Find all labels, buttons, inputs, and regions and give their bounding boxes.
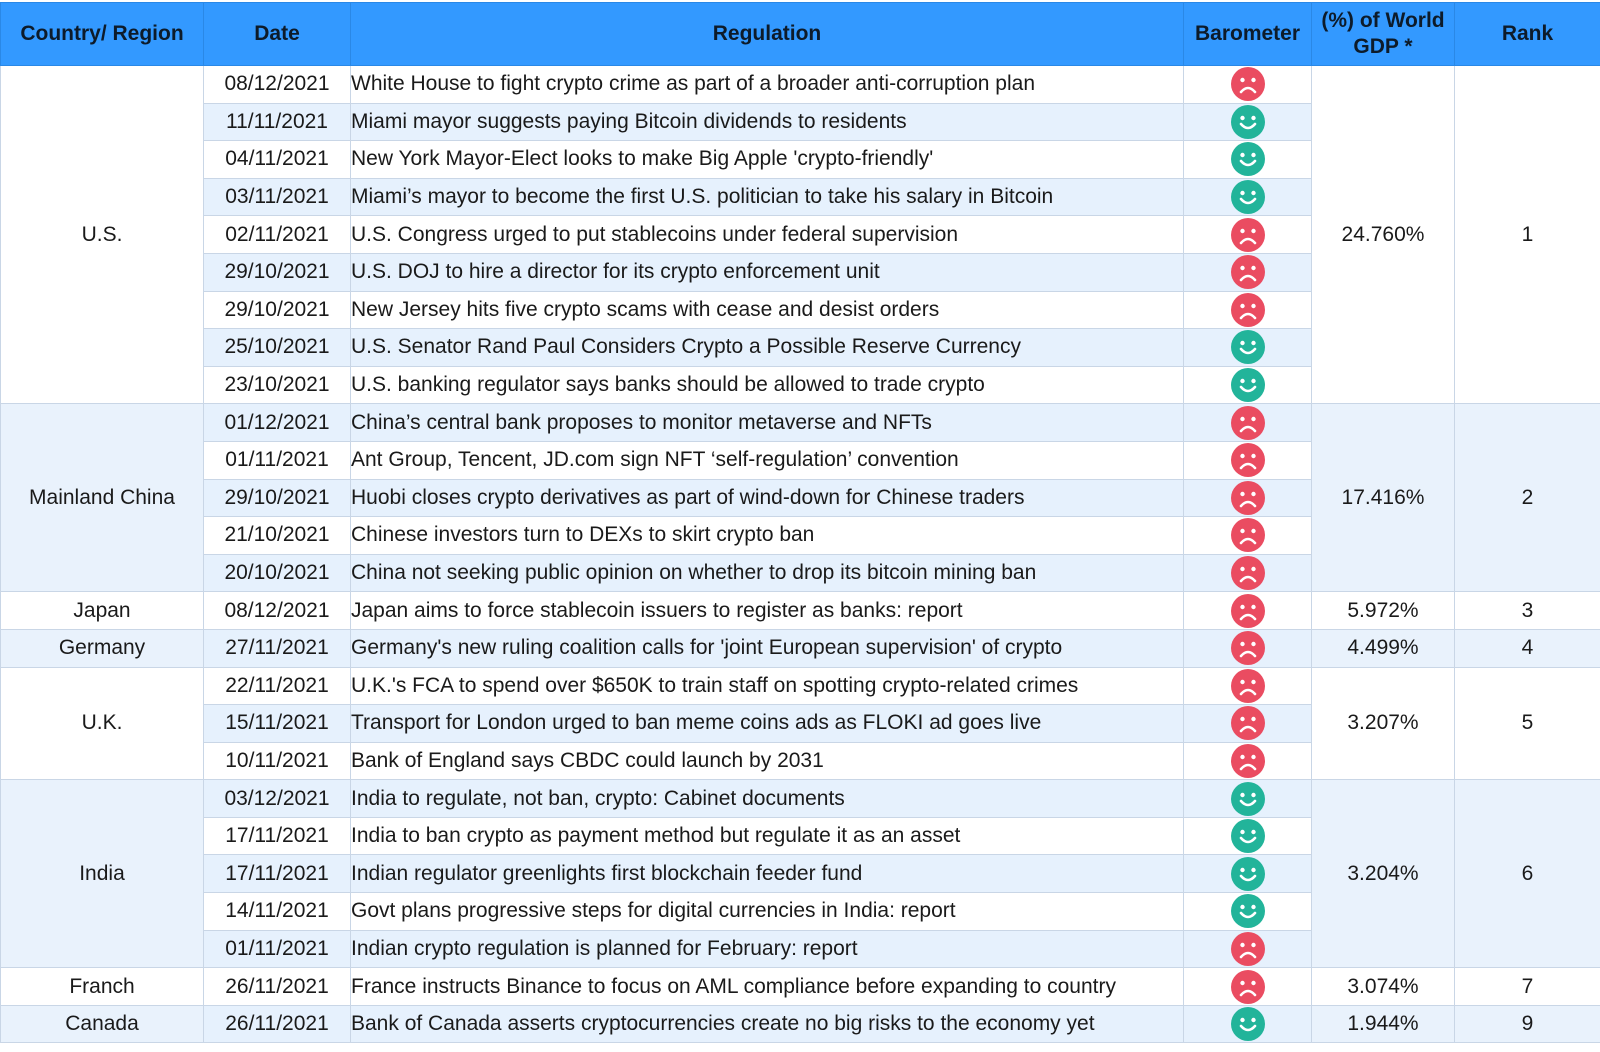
regulation-cell: Huobi closes crypto derivatives as part of wind-down for Chinese traders <box>351 479 1184 517</box>
smiley-face-icon <box>1231 819 1265 853</box>
country-cell: Germany <box>1 629 204 667</box>
regulation-cell: U.S. Senator Rand Paul Considers Crypto a Possible Reserve Currency <box>351 329 1184 367</box>
date-cell: 27/11/2021 <box>204 629 351 667</box>
frowning-face-icon <box>1231 255 1265 289</box>
barometer-cell <box>1184 968 1312 1006</box>
regulation-cell: Indian crypto regulation is planned for February: report <box>351 930 1184 968</box>
country-group <box>1 592 1600 630</box>
regulation-cell: U.S. banking regulator says banks should be allowed to trade crypto <box>351 366 1184 404</box>
barometer-cell <box>1184 66 1312 104</box>
regulation-cell: India to regulate, not ban, crypto: Cabinet documents <box>351 780 1184 818</box>
country-group <box>1 780 1600 968</box>
frowning-face-icon <box>1231 744 1265 778</box>
smiley-face-icon <box>1231 330 1265 364</box>
date-cell: 22/11/2021 <box>204 667 351 705</box>
frowning-face-icon <box>1231 218 1265 252</box>
gdp-cell: 3.207% <box>1312 667 1455 780</box>
frowning-face-icon <box>1231 406 1265 440</box>
regulation-cell: U.K.'s FCA to spend over $650K to train staff on spotting crypto-related crimes <box>351 667 1184 705</box>
date-cell: 17/11/2021 <box>204 817 351 855</box>
barometer-cell <box>1184 629 1312 667</box>
header-gdp-line1: (%) of World <box>1321 9 1444 32</box>
header-regulation: Regulation <box>351 3 1184 66</box>
barometer-cell <box>1184 1005 1312 1043</box>
date-cell: 14/11/2021 <box>204 893 351 931</box>
frowning-face-icon <box>1231 518 1265 552</box>
barometer-cell <box>1184 253 1312 291</box>
barometer-cell <box>1184 667 1312 705</box>
date-cell: 15/11/2021 <box>204 705 351 743</box>
rank-cell: 9 <box>1455 1005 1600 1043</box>
country-cell: Franch <box>1 968 204 1006</box>
frowning-face-icon <box>1231 631 1265 665</box>
table-row <box>1 968 1600 1006</box>
date-cell: 10/11/2021 <box>204 742 351 780</box>
frowning-face-icon <box>1231 669 1265 703</box>
header-country: Country/ Region <box>1 3 204 66</box>
frowning-face-icon <box>1231 481 1265 515</box>
frowning-face-icon <box>1231 970 1265 1004</box>
regulation-cell: Japan aims to force stablecoin issuers to register as banks: report <box>351 592 1184 630</box>
date-cell: 08/12/2021 <box>204 66 351 104</box>
barometer-cell <box>1184 780 1312 818</box>
country-group <box>1 1005 1600 1043</box>
frowning-face-icon <box>1231 293 1265 327</box>
regulation-cell: New York Mayor-Elect looks to make Big Apple 'crypto-friendly' <box>351 141 1184 179</box>
country-cell: India <box>1 780 204 968</box>
table-row <box>1 592 1600 630</box>
rank-cell: 7 <box>1455 968 1600 1006</box>
table-row <box>1 66 1600 104</box>
date-cell: 11/11/2021 <box>204 103 351 141</box>
regulation-cell: Indian regulator greenlights first blockchain feeder fund <box>351 855 1184 893</box>
country-group <box>1 629 1600 667</box>
regulation-cell: White House to fight crypto crime as part of a broader anti-corruption plan <box>351 66 1184 104</box>
date-cell: 26/11/2021 <box>204 1005 351 1043</box>
frowning-face-icon <box>1231 706 1265 740</box>
regulation-cell: China not seeking public opinion on whether to drop its bitcoin mining ban <box>351 554 1184 592</box>
gdp-cell: 24.760% <box>1312 66 1455 404</box>
barometer-cell <box>1184 817 1312 855</box>
frowning-face-icon <box>1231 67 1265 101</box>
regulation-cell: U.S. DOJ to hire a director for its crypto enforcement unit <box>351 253 1184 291</box>
frowning-face-icon <box>1231 443 1265 477</box>
date-cell: 03/11/2021 <box>204 178 351 216</box>
barometer-cell <box>1184 554 1312 592</box>
smiley-face-icon <box>1231 894 1265 928</box>
barometer-cell <box>1184 366 1312 404</box>
gdp-cell: 3.074% <box>1312 968 1455 1006</box>
rank-cell: 3 <box>1455 592 1600 630</box>
rank-cell: 4 <box>1455 629 1600 667</box>
date-cell: 01/11/2021 <box>204 930 351 968</box>
frowning-face-icon <box>1231 594 1265 628</box>
date-cell: 23/10/2021 <box>204 366 351 404</box>
regulation-cell: Transport for London urged to ban meme coins ads as FLOKI ad goes live <box>351 705 1184 743</box>
barometer-cell <box>1184 329 1312 367</box>
date-cell: 04/11/2021 <box>204 141 351 179</box>
regulation-cell: Miami mayor suggests paying Bitcoin dividends to residents <box>351 103 1184 141</box>
rank-cell: 5 <box>1455 667 1600 780</box>
regulation-cell: Bank of England says CBDC could launch by 2031 <box>351 742 1184 780</box>
rank-cell: 1 <box>1455 66 1600 404</box>
regulation-cell: Germany's new ruling coalition calls for 'joint European supervision' of crypto <box>351 629 1184 667</box>
country-cell: U.S. <box>1 66 204 404</box>
barometer-cell <box>1184 893 1312 931</box>
date-cell: 29/10/2021 <box>204 479 351 517</box>
barometer-cell <box>1184 441 1312 479</box>
barometer-cell <box>1184 742 1312 780</box>
regulation-cell: India to ban crypto as payment method but regulate it as an asset <box>351 817 1184 855</box>
date-cell: 08/12/2021 <box>204 592 351 630</box>
barometer-cell <box>1184 705 1312 743</box>
rank-cell: 2 <box>1455 404 1600 592</box>
smiley-face-icon <box>1231 1007 1265 1041</box>
table-row <box>1 404 1600 442</box>
barometer-cell <box>1184 291 1312 329</box>
country-group <box>1 66 1600 404</box>
date-cell: 01/12/2021 <box>204 404 351 442</box>
barometer-cell <box>1184 216 1312 254</box>
table-row <box>1 667 1600 705</box>
country-cell: Mainland China <box>1 404 204 592</box>
country-cell: Japan <box>1 592 204 630</box>
barometer-cell <box>1184 141 1312 179</box>
regulation-cell: U.S. Congress urged to put stablecoins under federal supervision <box>351 216 1184 254</box>
smiley-face-icon <box>1231 857 1265 891</box>
rank-cell: 6 <box>1455 780 1600 968</box>
barometer-cell <box>1184 103 1312 141</box>
smiley-face-icon <box>1231 142 1265 176</box>
regulation-cell: Bank of Canada asserts cryptocurrencies create no big risks to the economy yet <box>351 1005 1184 1043</box>
gdp-cell: 5.972% <box>1312 592 1455 630</box>
barometer-cell <box>1184 178 1312 216</box>
regulation-cell: Chinese investors turn to DEXs to skirt crypto ban <box>351 517 1184 555</box>
smiley-face-icon <box>1231 180 1265 214</box>
barometer-cell <box>1184 592 1312 630</box>
header-gdp <box>1312 3 1455 66</box>
regulation-cell: France instructs Binance to focus on AML compliance before expanding to country <box>351 968 1184 1006</box>
date-cell: 01/11/2021 <box>204 441 351 479</box>
regulation-cell: Miami’s mayor to become the first U.S. politician to take his salary in Bitcoin <box>351 178 1184 216</box>
gdp-cell: 17.416% <box>1312 404 1455 592</box>
gdp-cell: 1.944% <box>1312 1005 1455 1043</box>
gdp-cell: 4.499% <box>1312 629 1455 667</box>
header-gdp-line2: GDP * <box>1353 35 1412 58</box>
date-cell: 26/11/2021 <box>204 968 351 1006</box>
regulation-cell: Ant Group, Tencent, JD.com sign NFT ‘self-regulation’ convention <box>351 441 1184 479</box>
table-row <box>1 629 1600 667</box>
country-group <box>1 667 1600 780</box>
frowning-face-icon <box>1231 932 1265 966</box>
barometer-cell <box>1184 855 1312 893</box>
date-cell: 17/11/2021 <box>204 855 351 893</box>
country-group <box>1 404 1600 592</box>
barometer-cell <box>1184 404 1312 442</box>
header-date: Date <box>204 3 351 66</box>
date-cell: 29/10/2021 <box>204 291 351 329</box>
smiley-face-icon <box>1231 368 1265 402</box>
gdp-cell: 3.204% <box>1312 780 1455 968</box>
table-row <box>1 1005 1600 1043</box>
regulation-cell: China’s central bank proposes to monitor metaverse and NFTs <box>351 404 1184 442</box>
regulation-cell: Govt plans progressive steps for digital currencies in India: report <box>351 893 1184 931</box>
date-cell: 03/12/2021 <box>204 780 351 818</box>
frowning-face-icon <box>1231 556 1265 590</box>
date-cell: 21/10/2021 <box>204 517 351 555</box>
table-row <box>1 780 1600 818</box>
barometer-cell <box>1184 517 1312 555</box>
country-group <box>1 968 1600 1006</box>
country-cell: U.K. <box>1 667 204 780</box>
date-cell: 29/10/2021 <box>204 253 351 291</box>
regulation-table <box>0 2 1600 1043</box>
header-barometer: Barometer <box>1184 3 1312 66</box>
date-cell: 25/10/2021 <box>204 329 351 367</box>
date-cell: 02/11/2021 <box>204 216 351 254</box>
regulation-cell: New Jersey hits five crypto scams with cease and desist orders <box>351 291 1184 329</box>
header-rank: Rank <box>1455 3 1600 66</box>
smiley-face-icon <box>1231 105 1265 139</box>
country-cell: Canada <box>1 1005 204 1043</box>
smiley-face-icon <box>1231 782 1265 816</box>
table-header <box>1 3 1600 66</box>
barometer-cell <box>1184 930 1312 968</box>
barometer-cell <box>1184 479 1312 517</box>
header-row <box>1 3 1600 66</box>
date-cell: 20/10/2021 <box>204 554 351 592</box>
